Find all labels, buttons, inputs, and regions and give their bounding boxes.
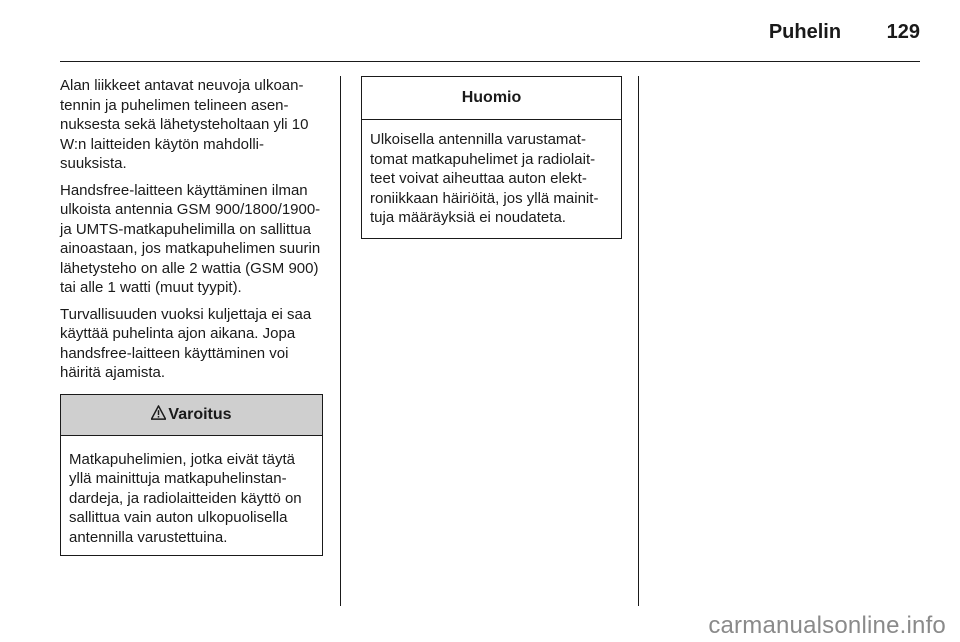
column-divider-2	[638, 76, 639, 606]
header-rule	[60, 61, 920, 62]
warning-box	[60, 394, 323, 557]
warning-title: Varoitus	[168, 405, 232, 423]
page-title: Puhelin	[768, 21, 842, 43]
paragraph-dealer-advice: Alan liikkeet antavat neuvoja ulkoantennin ja puhelimen telineen asennuksesta sekä lähetysteholtaan yli 10 W:n laitteiden käytön mahdollisuuksista.	[60, 77, 309, 172]
page-number: 129	[886, 21, 920, 43]
warning-body: Matkapuhelimien, jotka eivät täytä yllä mainittuja matkapuhelinstandardeja, ja radiolaitteiden käyttö on sallittua vain auton ulkopuolisella antennilla varustettuina.	[69, 450, 302, 546]
note-box	[361, 76, 622, 239]
column-divider-1	[340, 76, 341, 606]
note-body: Ulkoisella antennilla varustamattomat matkapuhelimet ja radiolaitteet voivat aiheuttaa auton elektroniikkaan häiriöitä, jos yllä mainittuja määräyksiä ei noudateta.	[370, 131, 599, 226]
warning-icon	[151, 405, 166, 426]
paragraph-safety: Turvallisuuden vuoksi kuljettaja ei saa käyttää puhelinta ajon aikana. Jopa handsfree-laitteen käyttäminen voi häiritä ajamista.	[60, 305, 312, 381]
note-title: Huomio	[362, 77, 621, 120]
warning-box-header	[61, 395, 322, 436]
watermark: carmanualsonline.info	[708, 612, 946, 639]
left-column	[60, 76, 323, 556]
paragraph-handsfree-conditions: Handsfree-laitteen käyttäminen ilman ulkoista antennia GSM 900/1800/1900- ja UMTS-matkapuhelimilla on sallittua ainoastaan, jos matkapuhelimen suurin lähetysteho on alle 2 wattia (GSM 900) tai alle 1 watti (muut tyypit).	[60, 181, 321, 296]
page-header	[769, 18, 920, 46]
